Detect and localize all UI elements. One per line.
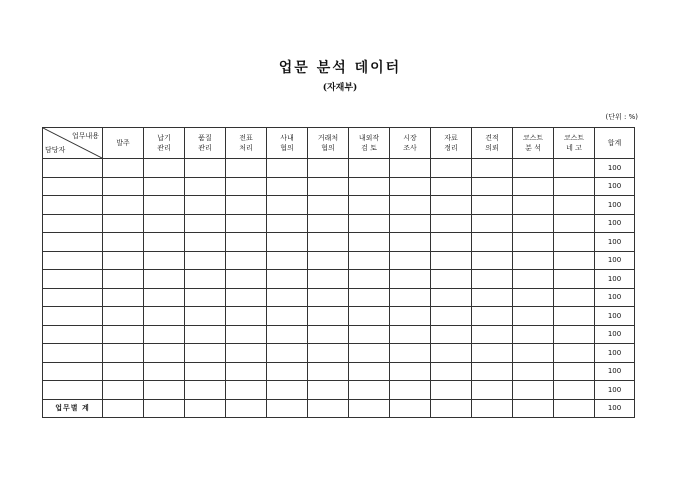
row-total-cell: 100 bbox=[595, 288, 635, 307]
footer-value-cell[interactable] bbox=[472, 399, 513, 418]
value-cell[interactable] bbox=[226, 251, 267, 270]
value-cell[interactable] bbox=[472, 307, 513, 326]
column-header-line: 코스트 bbox=[522, 134, 544, 142]
value-cell[interactable] bbox=[349, 196, 390, 215]
value-cell[interactable] bbox=[513, 288, 554, 307]
column-header-line: 거래처 bbox=[317, 134, 339, 142]
table-row bbox=[43, 233, 635, 252]
corner-header bbox=[43, 128, 103, 159]
value-cell[interactable] bbox=[513, 159, 554, 178]
value-cell[interactable] bbox=[554, 362, 595, 381]
value-cell[interactable] bbox=[308, 233, 349, 252]
value-cell[interactable] bbox=[226, 196, 267, 215]
value-cell[interactable] bbox=[349, 233, 390, 252]
value-cell[interactable] bbox=[554, 233, 595, 252]
value-cell[interactable] bbox=[185, 344, 226, 363]
column-header bbox=[390, 128, 431, 159]
column-header-line: 자료 bbox=[444, 134, 458, 142]
value-cell[interactable] bbox=[390, 159, 431, 178]
column-header bbox=[595, 128, 635, 159]
value-cell[interactable] bbox=[144, 362, 185, 381]
column-header-line: 전표 bbox=[239, 134, 253, 142]
value-cell[interactable] bbox=[144, 214, 185, 233]
row-total-cell: 100 bbox=[595, 362, 635, 381]
column-header-line: 품질 bbox=[198, 134, 212, 142]
assignee-cell[interactable] bbox=[43, 307, 103, 326]
value-cell[interactable] bbox=[390, 196, 431, 215]
column-header-line: 시장 bbox=[403, 134, 417, 142]
value-cell[interactable] bbox=[349, 159, 390, 178]
column-header-line: 의뢰 bbox=[485, 144, 499, 152]
value-cell[interactable] bbox=[267, 307, 308, 326]
value-cell[interactable] bbox=[144, 307, 185, 326]
table-row bbox=[43, 196, 635, 215]
value-cell[interactable] bbox=[308, 307, 349, 326]
value-cell[interactable] bbox=[431, 196, 472, 215]
value-cell[interactable] bbox=[554, 288, 595, 307]
value-cell[interactable] bbox=[390, 307, 431, 326]
value-cell[interactable] bbox=[185, 251, 226, 270]
value-cell[interactable] bbox=[431, 233, 472, 252]
value-cell[interactable] bbox=[513, 233, 554, 252]
value-cell[interactable] bbox=[103, 251, 144, 270]
column-header-line: 협의 bbox=[321, 144, 335, 152]
column-header-line: 조사 bbox=[403, 144, 417, 152]
value-cell[interactable] bbox=[390, 233, 431, 252]
row-total-cell: 100 bbox=[595, 233, 635, 252]
footer-label: 업무별 계 bbox=[43, 399, 103, 418]
value-cell[interactable] bbox=[431, 214, 472, 233]
value-cell[interactable] bbox=[513, 270, 554, 289]
value-cell[interactable] bbox=[472, 159, 513, 178]
value-cell[interactable] bbox=[144, 344, 185, 363]
value-cell[interactable] bbox=[103, 177, 144, 196]
value-cell[interactable] bbox=[308, 362, 349, 381]
value-cell[interactable] bbox=[513, 344, 554, 363]
value-cell[interactable] bbox=[308, 214, 349, 233]
column-header bbox=[144, 128, 185, 159]
column-header-line: 발주 bbox=[116, 139, 130, 147]
column-header-line: 납기 bbox=[157, 134, 171, 142]
value-cell[interactable] bbox=[472, 362, 513, 381]
value-cell[interactable] bbox=[144, 159, 185, 178]
footer-value-cell[interactable] bbox=[390, 399, 431, 418]
value-cell[interactable] bbox=[431, 381, 472, 400]
value-cell[interactable] bbox=[513, 251, 554, 270]
value-cell[interactable] bbox=[103, 307, 144, 326]
table-row bbox=[43, 159, 635, 178]
value-cell[interactable] bbox=[185, 214, 226, 233]
value-cell[interactable] bbox=[513, 177, 554, 196]
value-cell[interactable] bbox=[144, 381, 185, 400]
value-cell[interactable] bbox=[472, 325, 513, 344]
table-row bbox=[43, 251, 635, 270]
value-cell[interactable] bbox=[554, 251, 595, 270]
table-row bbox=[43, 177, 635, 196]
assignee-cell[interactable] bbox=[43, 288, 103, 307]
value-cell[interactable] bbox=[267, 381, 308, 400]
value-cell[interactable] bbox=[226, 159, 267, 178]
assignee-cell[interactable] bbox=[43, 233, 103, 252]
footer-value-cell[interactable] bbox=[349, 399, 390, 418]
header-row bbox=[43, 128, 635, 159]
table-row bbox=[43, 362, 635, 381]
value-cell[interactable] bbox=[267, 270, 308, 289]
column-header-line: 사내 bbox=[280, 134, 294, 142]
value-cell[interactable] bbox=[226, 362, 267, 381]
footer-total-cell: 100 bbox=[595, 399, 635, 418]
corner-bottom-label: 담당자 bbox=[45, 146, 66, 154]
assignee-cell[interactable] bbox=[43, 196, 103, 215]
value-cell[interactable] bbox=[144, 196, 185, 215]
value-cell[interactable] bbox=[554, 270, 595, 289]
row-total-cell: 100 bbox=[595, 196, 635, 215]
value-cell[interactable] bbox=[267, 344, 308, 363]
value-cell[interactable] bbox=[513, 196, 554, 215]
value-cell[interactable] bbox=[349, 214, 390, 233]
unit-label: (단위 : %) bbox=[605, 113, 638, 121]
value-cell[interactable] bbox=[308, 381, 349, 400]
column-header bbox=[554, 128, 595, 159]
corner-top-label: 업무내용 bbox=[71, 132, 99, 140]
value-cell[interactable] bbox=[226, 288, 267, 307]
table-row bbox=[43, 344, 635, 363]
column-header-line: 관리 bbox=[198, 144, 212, 152]
column-header-line: 검 토 bbox=[361, 144, 377, 152]
value-cell[interactable] bbox=[390, 362, 431, 381]
value-cell[interactable] bbox=[185, 307, 226, 326]
value-cell[interactable] bbox=[554, 344, 595, 363]
footer-value-cell[interactable] bbox=[144, 399, 185, 418]
assignee-cell[interactable] bbox=[43, 159, 103, 178]
value-cell[interactable] bbox=[513, 214, 554, 233]
assignee-cell[interactable] bbox=[43, 325, 103, 344]
value-cell[interactable] bbox=[349, 307, 390, 326]
column-header-line: 관리 bbox=[157, 144, 171, 152]
value-cell[interactable] bbox=[267, 214, 308, 233]
value-cell[interactable] bbox=[431, 307, 472, 326]
column-header-line: 견적 bbox=[485, 134, 499, 142]
column-header bbox=[103, 128, 144, 159]
value-cell[interactable] bbox=[226, 344, 267, 363]
footer-value-cell[interactable] bbox=[554, 399, 595, 418]
value-cell[interactable] bbox=[308, 159, 349, 178]
value-cell[interactable] bbox=[226, 177, 267, 196]
value-cell[interactable] bbox=[103, 288, 144, 307]
column-header-line: 네 고 bbox=[566, 144, 582, 152]
value-cell[interactable] bbox=[349, 325, 390, 344]
value-cell[interactable] bbox=[144, 270, 185, 289]
value-cell[interactable] bbox=[472, 251, 513, 270]
table-row bbox=[43, 381, 635, 400]
value-cell[interactable] bbox=[185, 177, 226, 196]
value-cell[interactable] bbox=[267, 251, 308, 270]
value-cell[interactable] bbox=[185, 325, 226, 344]
value-cell[interactable] bbox=[308, 251, 349, 270]
value-cell[interactable] bbox=[267, 362, 308, 381]
column-header bbox=[513, 128, 554, 159]
value-cell[interactable] bbox=[267, 196, 308, 215]
value-cell[interactable] bbox=[349, 344, 390, 363]
column-header-line: 합계 bbox=[607, 139, 622, 147]
value-cell[interactable] bbox=[431, 288, 472, 307]
assignee-cell[interactable] bbox=[43, 251, 103, 270]
assignee-cell[interactable] bbox=[43, 177, 103, 196]
value-cell[interactable] bbox=[390, 381, 431, 400]
column-header-line: 처리 bbox=[239, 144, 253, 152]
value-cell[interactable] bbox=[472, 196, 513, 215]
value-cell[interactable] bbox=[390, 270, 431, 289]
value-cell[interactable] bbox=[472, 270, 513, 289]
table-row bbox=[43, 288, 635, 307]
row-total-cell: 100 bbox=[595, 344, 635, 363]
footer-value-cell[interactable] bbox=[103, 399, 144, 418]
analysis-table bbox=[42, 127, 635, 418]
value-cell[interactable] bbox=[472, 177, 513, 196]
value-cell[interactable] bbox=[308, 288, 349, 307]
value-cell[interactable] bbox=[390, 344, 431, 363]
value-cell[interactable] bbox=[226, 214, 267, 233]
value-cell[interactable] bbox=[144, 251, 185, 270]
value-cell[interactable] bbox=[103, 159, 144, 178]
value-cell[interactable] bbox=[554, 196, 595, 215]
value-cell[interactable] bbox=[390, 325, 431, 344]
value-cell[interactable] bbox=[554, 325, 595, 344]
assignee-cell[interactable] bbox=[43, 214, 103, 233]
value-cell[interactable] bbox=[226, 270, 267, 289]
column-header bbox=[472, 128, 513, 159]
value-cell[interactable] bbox=[349, 288, 390, 307]
value-cell[interactable] bbox=[472, 381, 513, 400]
value-cell[interactable] bbox=[472, 214, 513, 233]
table-row bbox=[43, 325, 635, 344]
value-cell[interactable] bbox=[144, 288, 185, 307]
row-total-cell: 100 bbox=[595, 159, 635, 178]
row-total-cell: 100 bbox=[595, 307, 635, 326]
column-header bbox=[185, 128, 226, 159]
column-header bbox=[267, 128, 308, 159]
value-cell[interactable] bbox=[349, 270, 390, 289]
value-cell[interactable] bbox=[431, 344, 472, 363]
footer-row bbox=[43, 399, 635, 418]
footer-value-cell[interactable] bbox=[185, 399, 226, 418]
value-cell[interactable] bbox=[144, 325, 185, 344]
column-header bbox=[226, 128, 267, 159]
row-total-cell: 100 bbox=[595, 325, 635, 344]
value-cell[interactable] bbox=[185, 362, 226, 381]
assignee-cell[interactable] bbox=[43, 381, 103, 400]
value-cell[interactable] bbox=[103, 196, 144, 215]
value-cell[interactable] bbox=[513, 381, 554, 400]
value-cell[interactable] bbox=[185, 381, 226, 400]
value-cell[interactable] bbox=[144, 233, 185, 252]
column-header-line: 정리 bbox=[444, 144, 458, 152]
value-cell[interactable] bbox=[103, 344, 144, 363]
value-cell[interactable] bbox=[431, 177, 472, 196]
value-cell[interactable] bbox=[267, 159, 308, 178]
value-cell[interactable] bbox=[472, 233, 513, 252]
value-cell[interactable] bbox=[267, 288, 308, 307]
value-cell[interactable] bbox=[472, 288, 513, 307]
row-total-cell: 100 bbox=[595, 177, 635, 196]
value-cell[interactable] bbox=[185, 288, 226, 307]
value-cell[interactable] bbox=[349, 177, 390, 196]
assignee-cell[interactable] bbox=[43, 362, 103, 381]
footer-value-cell[interactable] bbox=[226, 399, 267, 418]
value-cell[interactable] bbox=[431, 251, 472, 270]
value-cell[interactable] bbox=[349, 381, 390, 400]
footer-value-cell[interactable] bbox=[513, 399, 554, 418]
value-cell[interactable] bbox=[308, 270, 349, 289]
column-header-line: 분 석 bbox=[525, 144, 541, 152]
value-cell[interactable] bbox=[554, 381, 595, 400]
column-header-line: 내외작 bbox=[358, 134, 380, 142]
value-cell[interactable] bbox=[185, 233, 226, 252]
value-cell[interactable] bbox=[185, 270, 226, 289]
value-cell[interactable] bbox=[431, 362, 472, 381]
value-cell[interactable] bbox=[144, 177, 185, 196]
assignee-cell[interactable] bbox=[43, 270, 103, 289]
page-title: 업문 분석 데이터 bbox=[278, 60, 402, 76]
footer-value-cell[interactable] bbox=[308, 399, 349, 418]
value-cell[interactable] bbox=[431, 159, 472, 178]
value-cell[interactable] bbox=[554, 307, 595, 326]
footer-value-cell[interactable] bbox=[431, 399, 472, 418]
value-cell[interactable] bbox=[103, 214, 144, 233]
row-total-cell: 100 bbox=[595, 214, 635, 233]
value-cell[interactable] bbox=[226, 381, 267, 400]
value-cell[interactable] bbox=[103, 270, 144, 289]
value-cell[interactable] bbox=[267, 177, 308, 196]
value-cell[interactable] bbox=[226, 307, 267, 326]
value-cell[interactable] bbox=[103, 233, 144, 252]
value-cell[interactable] bbox=[267, 233, 308, 252]
table-row bbox=[43, 270, 635, 289]
value-cell[interactable] bbox=[554, 214, 595, 233]
value-cell[interactable] bbox=[103, 381, 144, 400]
value-cell[interactable] bbox=[513, 307, 554, 326]
value-cell[interactable] bbox=[431, 270, 472, 289]
value-cell[interactable] bbox=[308, 177, 349, 196]
value-cell[interactable] bbox=[308, 344, 349, 363]
column-header-line: 코스트 bbox=[563, 134, 585, 142]
row-total-cell: 100 bbox=[595, 251, 635, 270]
value-cell[interactable] bbox=[513, 362, 554, 381]
assignee-cell[interactable] bbox=[43, 344, 103, 363]
value-cell[interactable] bbox=[431, 325, 472, 344]
value-cell[interactable] bbox=[103, 325, 144, 344]
column-header bbox=[308, 128, 349, 159]
page-subtitle: (자재부) bbox=[322, 83, 358, 93]
value-cell[interactable] bbox=[349, 362, 390, 381]
value-cell[interactable] bbox=[267, 325, 308, 344]
row-total-cell: 100 bbox=[595, 270, 635, 289]
value-cell[interactable] bbox=[308, 196, 349, 215]
column-header bbox=[349, 128, 390, 159]
column-header-line: 협의 bbox=[280, 144, 294, 152]
value-cell[interactable] bbox=[390, 214, 431, 233]
value-cell[interactable] bbox=[349, 251, 390, 270]
value-cell[interactable] bbox=[390, 177, 431, 196]
row-total-cell: 100 bbox=[595, 381, 635, 400]
table-row bbox=[43, 214, 635, 233]
value-cell[interactable] bbox=[308, 325, 349, 344]
value-cell[interactable] bbox=[472, 344, 513, 363]
footer-value-cell[interactable] bbox=[267, 399, 308, 418]
value-cell[interactable] bbox=[226, 233, 267, 252]
value-cell[interactable] bbox=[185, 159, 226, 178]
value-cell[interactable] bbox=[554, 177, 595, 196]
value-cell[interactable] bbox=[103, 362, 144, 381]
value-cell[interactable] bbox=[226, 325, 267, 344]
value-cell[interactable] bbox=[390, 251, 431, 270]
value-cell[interactable] bbox=[513, 325, 554, 344]
column-header bbox=[431, 128, 472, 159]
value-cell[interactable] bbox=[390, 288, 431, 307]
table-row bbox=[43, 307, 635, 326]
value-cell[interactable] bbox=[554, 159, 595, 178]
value-cell[interactable] bbox=[185, 196, 226, 215]
